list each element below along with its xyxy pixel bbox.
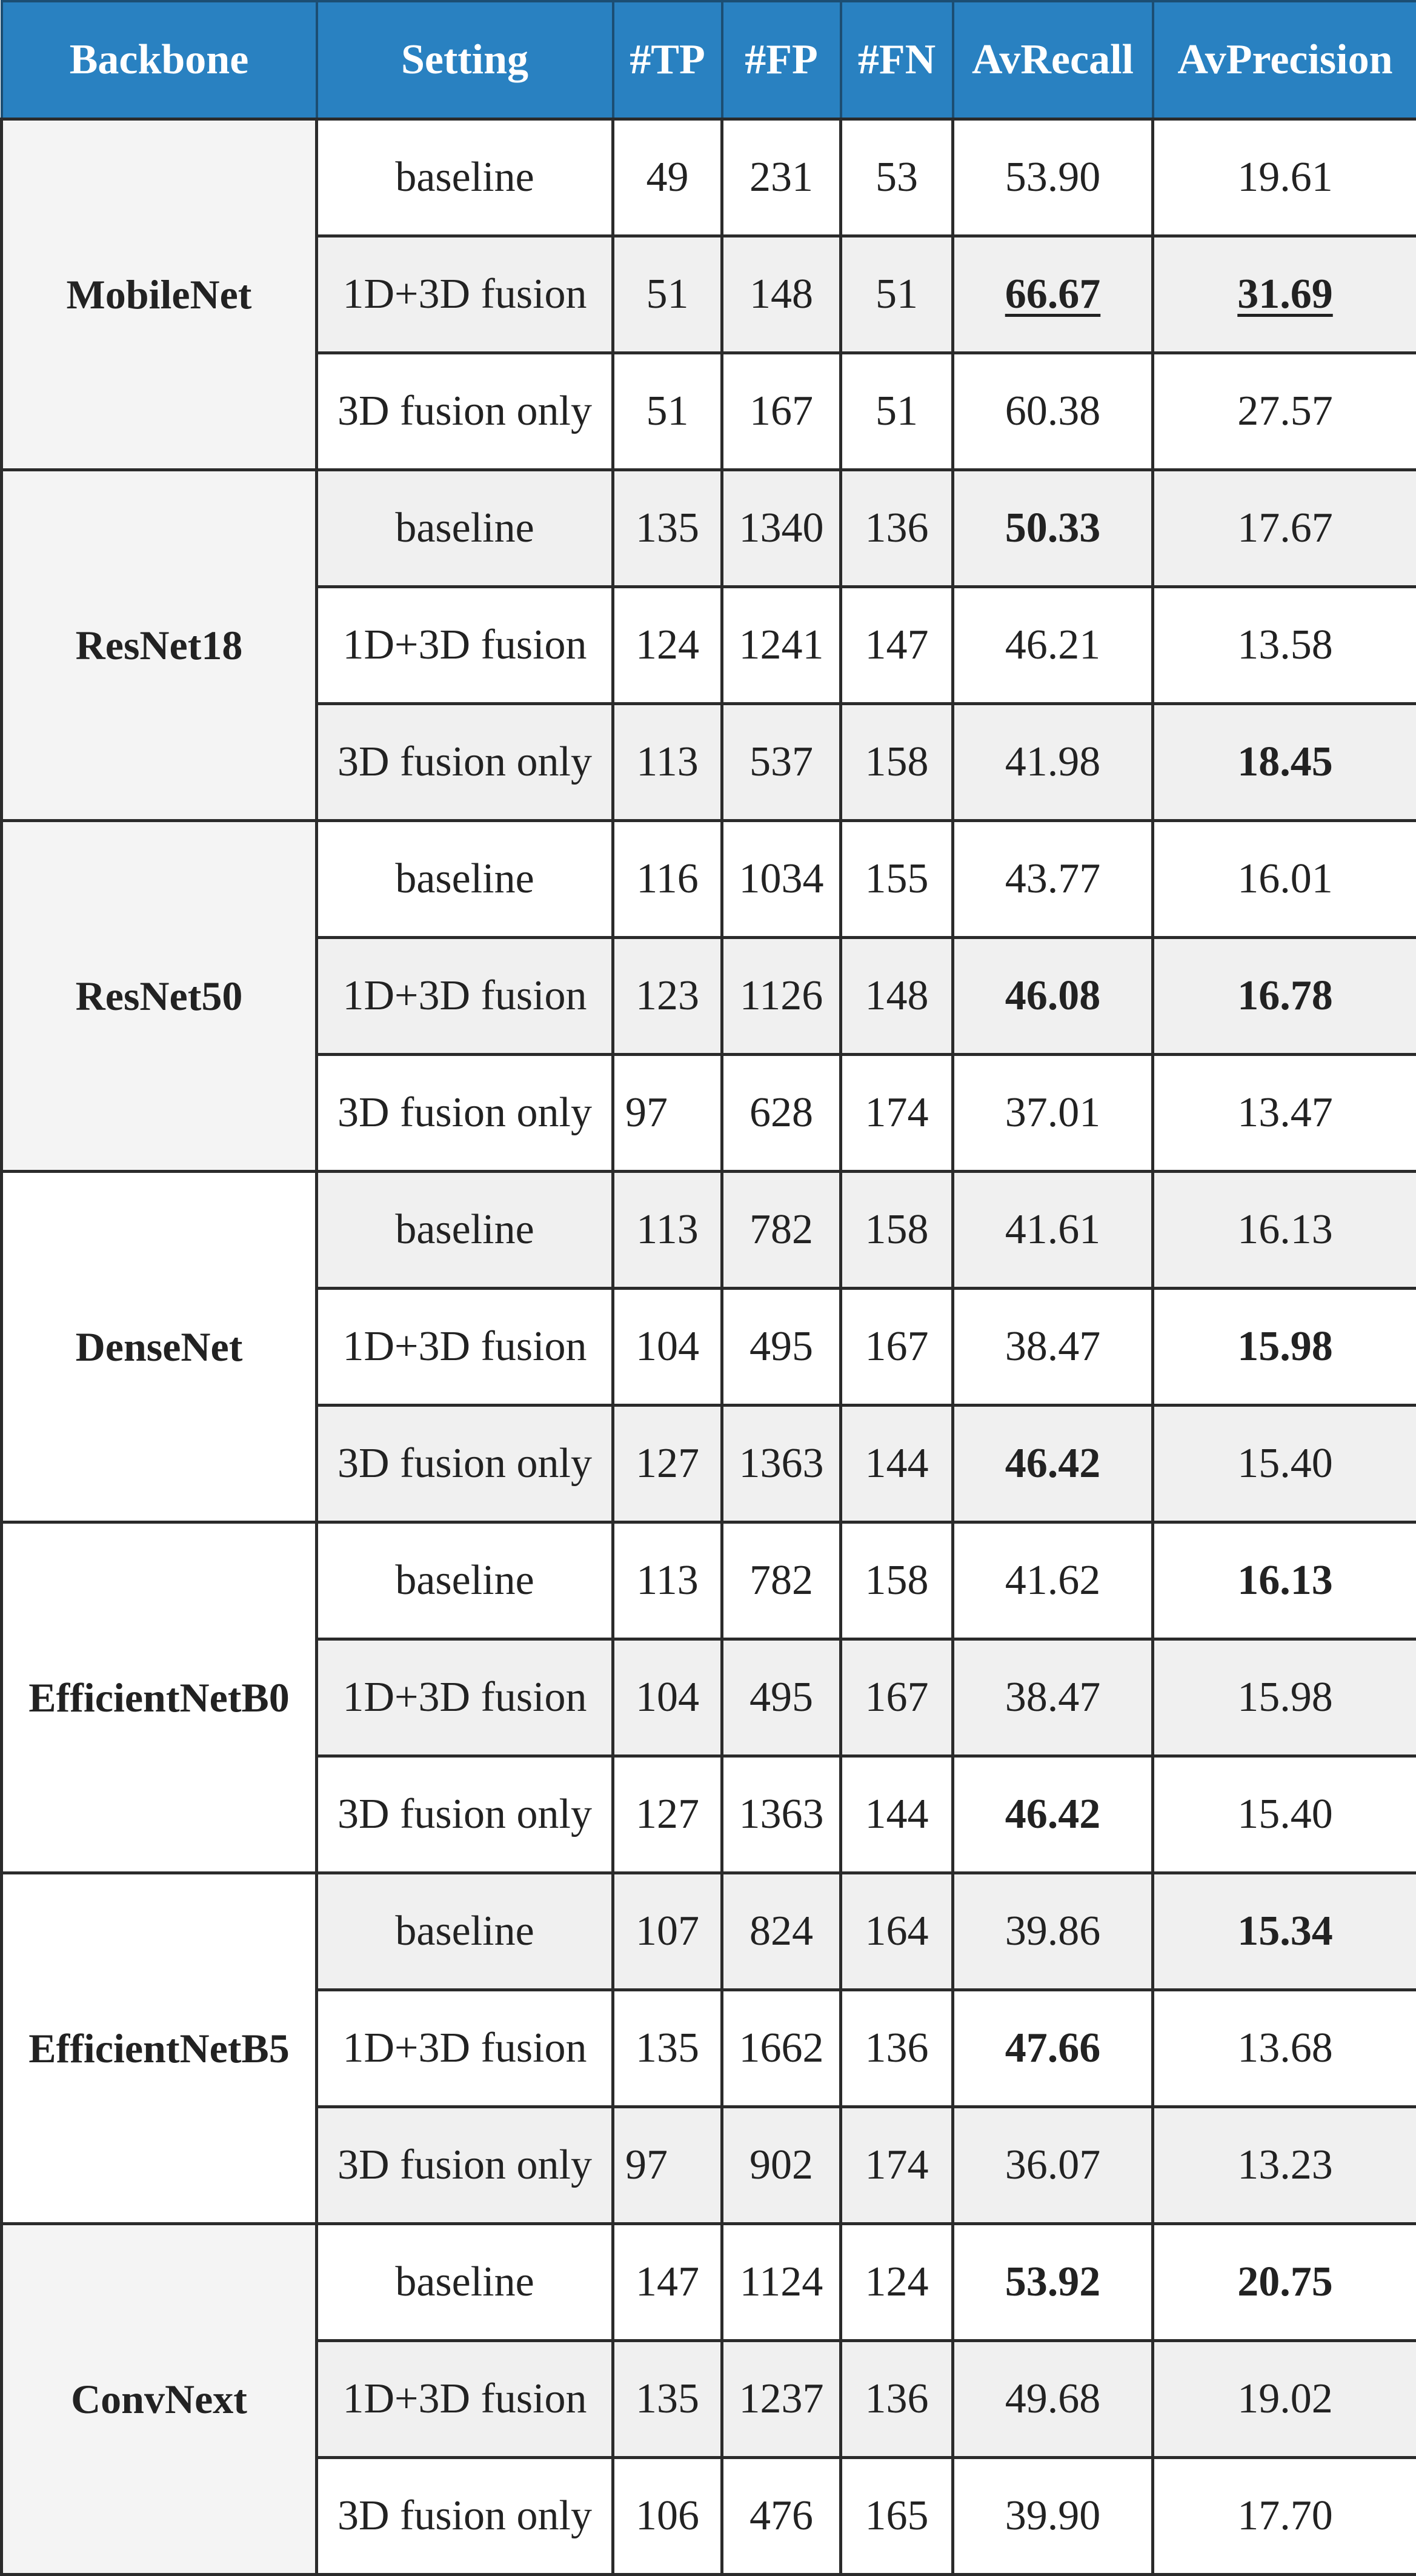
fp-cell — [722, 1055, 841, 1172]
tp-cell-value: 107 — [636, 1908, 699, 1954]
avprecision-cell-value: 18.45 — [1237, 739, 1333, 785]
avprecision-cell-value: 13.68 — [1237, 2025, 1333, 2071]
backbone-cell: EfficientNetB5 — [2, 1873, 317, 2224]
tp-cell — [613, 2107, 722, 2224]
avprecision-cell — [1153, 1639, 1416, 1756]
header-avprecision: AvPrecision — [1153, 1, 1416, 119]
fn-cell — [841, 1289, 953, 1406]
avrecall-cell — [953, 938, 1153, 1055]
avrecall-cell — [953, 353, 1153, 470]
header-backbone: Backbone — [2, 1, 317, 119]
avprecision-cell — [1153, 587, 1416, 704]
backbone-cell: ResNet50 — [2, 821, 317, 1172]
avprecision-cell-value: 15.40 — [1237, 1791, 1333, 1837]
setting-cell-value: baseline — [395, 154, 534, 201]
avprecision-cell-value: 13.23 — [1237, 2142, 1333, 2188]
setting-cell-value: 3D fusion only — [337, 2492, 592, 2539]
fn-cell — [841, 2107, 953, 2224]
fn-cell — [841, 119, 953, 236]
tp-cell-value: 123 — [636, 972, 699, 1019]
setting-cell — [317, 1756, 613, 1873]
setting-cell-value: 3D fusion only — [337, 2142, 592, 2188]
fn-cell — [841, 938, 953, 1055]
backbone-cell: MobileNet — [2, 119, 317, 470]
tp-cell-value: 113 — [636, 1557, 698, 1604]
avprecision-cell-value: 16.78 — [1237, 972, 1333, 1019]
avrecall-cell — [953, 587, 1153, 704]
tp-cell-value: 135 — [636, 505, 699, 551]
setting-cell — [317, 1055, 613, 1172]
setting-cell-value: baseline — [395, 1908, 534, 1954]
setting-cell — [317, 2341, 613, 2458]
fp-cell-value: 476 — [750, 2492, 813, 2539]
tp-cell — [613, 704, 722, 821]
setting-cell-value: 1D+3D fusion — [342, 2025, 587, 2071]
avrecall-cell — [953, 1522, 1153, 1639]
avrecall-cell-value: 60.38 — [1005, 388, 1101, 434]
table-row — [2, 470, 1416, 587]
fp-cell-value: 1124 — [740, 2259, 823, 2305]
tp-cell-value: 49 — [647, 154, 689, 201]
avprecision-cell — [1153, 1873, 1416, 1990]
fn-cell-value: 136 — [865, 505, 929, 551]
avprecision-cell-value: 19.61 — [1237, 154, 1333, 201]
tp-cell-value: 51 — [647, 388, 689, 434]
setting-cell-value: 3D fusion only — [337, 1089, 592, 1136]
avrecall-cell-value: 46.08 — [1005, 972, 1101, 1019]
fp-cell-value: 231 — [750, 154, 813, 201]
fp-cell — [722, 1289, 841, 1406]
avprecision-cell — [1153, 2458, 1416, 2575]
fp-cell — [722, 1406, 841, 1522]
avprecision-cell — [1153, 1289, 1416, 1406]
setting-cell — [317, 1990, 613, 2107]
table-row — [2, 1172, 1416, 1289]
tp-cell-value: 113 — [636, 739, 698, 785]
avprecision-cell-value: 16.13 — [1237, 1557, 1333, 1604]
fn-cell — [841, 1990, 953, 2107]
tp-cell-value: 127 — [636, 1791, 699, 1837]
fp-cell-value: 148 — [750, 271, 813, 317]
avprecision-cell-value: 20.75 — [1237, 2259, 1333, 2305]
avprecision-cell-value: 31.69 — [1237, 271, 1333, 317]
setting-cell — [317, 353, 613, 470]
avprecision-cell-value: 17.67 — [1237, 505, 1333, 551]
setting-cell — [317, 704, 613, 821]
avprecision-cell — [1153, 2224, 1416, 2341]
avprecision-cell-value: 13.47 — [1237, 1089, 1333, 1136]
setting-cell-value: 1D+3D fusion — [342, 972, 587, 1019]
tp-cell — [613, 1756, 722, 1873]
avprecision-cell-value: 27.57 — [1237, 388, 1333, 434]
fn-cell-value: 148 — [865, 972, 929, 1019]
tp-cell — [613, 1873, 722, 1990]
fn-cell — [841, 2341, 953, 2458]
fn-cell-value: 158 — [865, 1206, 929, 1253]
setting-cell — [317, 2107, 613, 2224]
avprecision-cell-value: 15.34 — [1237, 1908, 1333, 1954]
fp-cell-value: 495 — [750, 1323, 813, 1370]
tp-cell — [613, 587, 722, 704]
tp-cell-value: 124 — [636, 622, 699, 668]
tp-cell-value: 113 — [636, 1206, 698, 1253]
fn-cell-value: 155 — [865, 855, 929, 902]
header-avrecall: AvRecall — [953, 1, 1153, 119]
avprecision-cell — [1153, 821, 1416, 938]
tp-cell-value: 104 — [636, 1674, 699, 1721]
fp-cell — [722, 119, 841, 236]
fp-cell — [722, 1639, 841, 1756]
backbone-cell: EfficientNetB0 — [2, 1522, 317, 1873]
avprecision-cell — [1153, 236, 1416, 353]
tp-cell-value: 127 — [636, 1440, 699, 1487]
setting-cell-value: baseline — [395, 2259, 534, 2305]
fp-cell-value: 537 — [750, 739, 813, 785]
setting-cell-value: 1D+3D fusion — [342, 622, 587, 668]
header-setting: Setting — [317, 1, 613, 119]
fp-cell — [722, 587, 841, 704]
avprecision-cell — [1153, 2341, 1416, 2458]
setting-cell-value: 3D fusion only — [337, 739, 592, 785]
fp-cell-value: 782 — [750, 1557, 813, 1604]
avprecision-cell — [1153, 470, 1416, 587]
fn-cell — [841, 470, 953, 587]
avprecision-cell-value: 15.98 — [1237, 1323, 1333, 1370]
fp-cell — [722, 353, 841, 470]
tp-cell — [613, 1406, 722, 1522]
avrecall-cell-value: 41.61 — [1005, 1206, 1101, 1253]
tp-cell — [613, 821, 722, 938]
avprecision-cell — [1153, 938, 1416, 1055]
avprecision-cell-value: 15.98 — [1237, 1674, 1333, 1721]
avrecall-cell-value: 41.62 — [1005, 1557, 1101, 1604]
avprecision-cell-value: 13.58 — [1237, 622, 1333, 668]
fn-cell-value: 51 — [876, 271, 918, 317]
avprecision-cell — [1153, 1990, 1416, 2107]
fn-cell — [841, 2224, 953, 2341]
avprecision-cell — [1153, 2107, 1416, 2224]
fn-cell — [841, 2458, 953, 2575]
setting-cell-value: 1D+3D fusion — [342, 271, 587, 317]
tp-cell — [613, 1289, 722, 1406]
fn-cell-value: 147 — [865, 622, 929, 668]
setting-cell — [317, 1289, 613, 1406]
fn-cell-value: 174 — [865, 1089, 929, 1136]
fp-cell-value: 628 — [750, 1089, 813, 1136]
avrecall-cell — [953, 2458, 1153, 2575]
fp-cell-value: 782 — [750, 1206, 813, 1253]
setting-cell — [317, 1406, 613, 1522]
avprecision-cell — [1153, 119, 1416, 236]
avprecision-cell — [1153, 1172, 1416, 1289]
avrecall-cell-value: 50.33 — [1005, 505, 1101, 551]
fn-cell — [841, 353, 953, 470]
header-tp: #TP — [613, 1, 722, 119]
fn-cell-value: 136 — [865, 2025, 929, 2071]
fn-cell-value: 164 — [865, 1908, 929, 1954]
fp-cell — [722, 2341, 841, 2458]
avrecall-cell-value: 39.90 — [1005, 2492, 1101, 2539]
fp-cell-value: 1034 — [739, 855, 824, 902]
avrecall-cell-value: 36.07 — [1005, 2142, 1101, 2188]
fp-cell — [722, 1873, 841, 1990]
tp-cell — [613, 2341, 722, 2458]
avprecision-cell-value: 17.70 — [1237, 2492, 1333, 2539]
setting-cell — [317, 470, 613, 587]
tp-cell — [613, 938, 722, 1055]
avrecall-cell-value: 38.47 — [1005, 1674, 1101, 1721]
fp-cell — [722, 2224, 841, 2341]
setting-cell — [317, 236, 613, 353]
avprecision-cell-value: 19.02 — [1237, 2375, 1333, 2422]
fn-cell-value: 174 — [865, 2142, 929, 2188]
setting-cell-value: baseline — [395, 1206, 534, 1253]
avrecall-cell-value: 41.98 — [1005, 739, 1101, 785]
avrecall-cell — [953, 119, 1153, 236]
avrecall-cell — [953, 236, 1153, 353]
fn-cell — [841, 1639, 953, 1756]
avprecision-cell — [1153, 1756, 1416, 1873]
avprecision-cell — [1153, 353, 1416, 470]
tp-cell — [613, 119, 722, 236]
fn-cell-value: 51 — [876, 388, 918, 434]
backbone-cell: DenseNet — [2, 1172, 317, 1522]
fn-cell-value: 165 — [865, 2492, 929, 2539]
fn-cell — [841, 704, 953, 821]
setting-cell-value: 3D fusion only — [337, 1791, 592, 1837]
fp-cell — [722, 704, 841, 821]
setting-cell — [317, 2224, 613, 2341]
fp-cell — [722, 236, 841, 353]
fn-cell — [841, 1172, 953, 1289]
avrecall-cell-value: 46.42 — [1005, 1791, 1101, 1837]
avrecall-cell-value: 43.77 — [1005, 855, 1101, 902]
setting-cell-value: 1D+3D fusion — [342, 2375, 587, 2422]
avprecision-cell-value: 16.13 — [1237, 1206, 1333, 1253]
avrecall-cell — [953, 704, 1153, 821]
fp-cell-value: 1241 — [739, 622, 824, 668]
avrecall-cell — [953, 1873, 1153, 1990]
setting-cell-value: baseline — [395, 505, 534, 551]
tp-cell — [613, 2224, 722, 2341]
fp-cell — [722, 470, 841, 587]
fp-cell-value: 1340 — [739, 505, 824, 551]
fn-cell-value: 144 — [865, 1440, 929, 1487]
avprecision-cell-value: 16.01 — [1237, 855, 1333, 902]
setting-cell — [317, 1522, 613, 1639]
tp-cell-value: 97 — [625, 1089, 668, 1136]
avrecall-cell — [953, 1289, 1153, 1406]
fn-cell-value: 53 — [876, 154, 918, 201]
fp-cell — [722, 1522, 841, 1639]
backbone-cell: ConvNext — [2, 2224, 317, 2575]
fp-cell-value: 495 — [750, 1674, 813, 1721]
tp-cell — [613, 353, 722, 470]
avrecall-cell — [953, 1756, 1153, 1873]
fn-cell — [841, 1522, 953, 1639]
avrecall-cell — [953, 1406, 1153, 1522]
avrecall-cell-value: 39.86 — [1005, 1908, 1101, 1954]
tp-cell-value: 147 — [636, 2259, 699, 2305]
fn-cell-value: 167 — [865, 1323, 929, 1370]
tp-cell — [613, 1639, 722, 1756]
fn-cell — [841, 236, 953, 353]
tp-cell-value: 51 — [647, 271, 689, 317]
fn-cell-value: 136 — [865, 2375, 929, 2422]
avrecall-cell-value: 47.66 — [1005, 2025, 1101, 2071]
fp-cell — [722, 2107, 841, 2224]
avprecision-cell — [1153, 1522, 1416, 1639]
setting-cell — [317, 938, 613, 1055]
tp-cell-value: 135 — [636, 2025, 699, 2071]
fp-cell-value: 1662 — [739, 2025, 824, 2071]
avrecall-cell-value: 53.92 — [1005, 2259, 1101, 2305]
setting-cell-value: baseline — [395, 855, 534, 902]
avrecall-cell — [953, 2224, 1153, 2341]
fn-cell — [841, 1756, 953, 1873]
fn-cell — [841, 1055, 953, 1172]
fn-cell-value: 124 — [865, 2259, 929, 2305]
fn-cell — [841, 587, 953, 704]
avrecall-cell — [953, 1055, 1153, 1172]
avrecall-cell-value: 53.90 — [1005, 154, 1101, 201]
fn-cell-value: 158 — [865, 1557, 929, 1604]
fp-cell — [722, 1756, 841, 1873]
table-row — [2, 1522, 1416, 1639]
setting-cell — [317, 1172, 613, 1289]
fp-cell — [722, 821, 841, 938]
setting-cell-value: 1D+3D fusion — [342, 1323, 587, 1370]
tp-cell-value: 104 — [636, 1323, 699, 1370]
tp-cell — [613, 236, 722, 353]
avprecision-cell — [1153, 1406, 1416, 1522]
fn-cell — [841, 1873, 953, 1990]
fp-cell — [722, 1172, 841, 1289]
fp-cell-value: 902 — [750, 2142, 813, 2188]
avprecision-cell — [1153, 704, 1416, 821]
avrecall-cell — [953, 1990, 1153, 2107]
fn-cell-value: 158 — [865, 739, 929, 785]
tp-cell — [613, 1990, 722, 2107]
avrecall-cell-value: 37.01 — [1005, 1089, 1101, 1136]
avrecall-cell — [953, 2107, 1153, 2224]
table-row — [2, 2224, 1416, 2341]
avrecall-cell-value: 49.68 — [1005, 2375, 1101, 2422]
avrecall-cell — [953, 2341, 1153, 2458]
setting-cell — [317, 2458, 613, 2575]
avrecall-cell-value: 46.42 — [1005, 1440, 1101, 1487]
table-row — [2, 821, 1416, 938]
tp-cell — [613, 1172, 722, 1289]
header-fp: #FP — [722, 1, 841, 119]
fp-cell-value: 1126 — [740, 972, 823, 1019]
fn-cell — [841, 821, 953, 938]
fp-cell-value: 1363 — [739, 1791, 824, 1837]
fn-cell — [841, 1406, 953, 1522]
fp-cell-value: 1363 — [739, 1440, 824, 1487]
tp-cell — [613, 470, 722, 587]
setting-cell-value: 3D fusion only — [337, 388, 592, 434]
tp-cell-value: 97 — [625, 2142, 668, 2188]
setting-cell-value: 3D fusion only — [337, 1440, 592, 1487]
tp-cell — [613, 1055, 722, 1172]
tp-cell-value: 106 — [636, 2492, 699, 2539]
avprecision-cell-value: 15.40 — [1237, 1440, 1333, 1487]
backbone-cell: ResNet18 — [2, 470, 317, 821]
table-row — [2, 119, 1416, 236]
fn-cell-value: 144 — [865, 1791, 929, 1837]
fp-cell-value: 1237 — [739, 2375, 824, 2422]
setting-cell — [317, 119, 613, 236]
fn-cell-value: 167 — [865, 1674, 929, 1721]
tp-cell — [613, 1522, 722, 1639]
tp-cell — [613, 2458, 722, 2575]
tp-cell-value: 116 — [636, 855, 698, 902]
table-row — [2, 1873, 1416, 1990]
setting-cell — [317, 1873, 613, 1990]
avrecall-cell — [953, 470, 1153, 587]
fp-cell-value: 824 — [750, 1908, 813, 1954]
setting-cell-value: baseline — [395, 1557, 534, 1604]
setting-cell — [317, 821, 613, 938]
setting-cell-value: 1D+3D fusion — [342, 1674, 587, 1721]
avrecall-cell-value: 46.21 — [1005, 622, 1101, 668]
fp-cell-value: 167 — [750, 388, 813, 434]
avrecall-cell — [953, 1639, 1153, 1756]
fp-cell — [722, 1990, 841, 2107]
setting-cell — [317, 1639, 613, 1756]
avprecision-cell — [1153, 1055, 1416, 1172]
setting-cell — [317, 587, 613, 704]
fp-cell — [722, 2458, 841, 2575]
fp-cell — [722, 938, 841, 1055]
avrecall-cell — [953, 821, 1153, 938]
header-fn: #FN — [841, 1, 953, 119]
tp-cell-value: 135 — [636, 2375, 699, 2422]
avrecall-cell-value: 66.67 — [1005, 271, 1101, 317]
avrecall-cell-value: 38.47 — [1005, 1323, 1101, 1370]
header-row — [2, 1, 1416, 119]
avrecall-cell — [953, 1172, 1153, 1289]
